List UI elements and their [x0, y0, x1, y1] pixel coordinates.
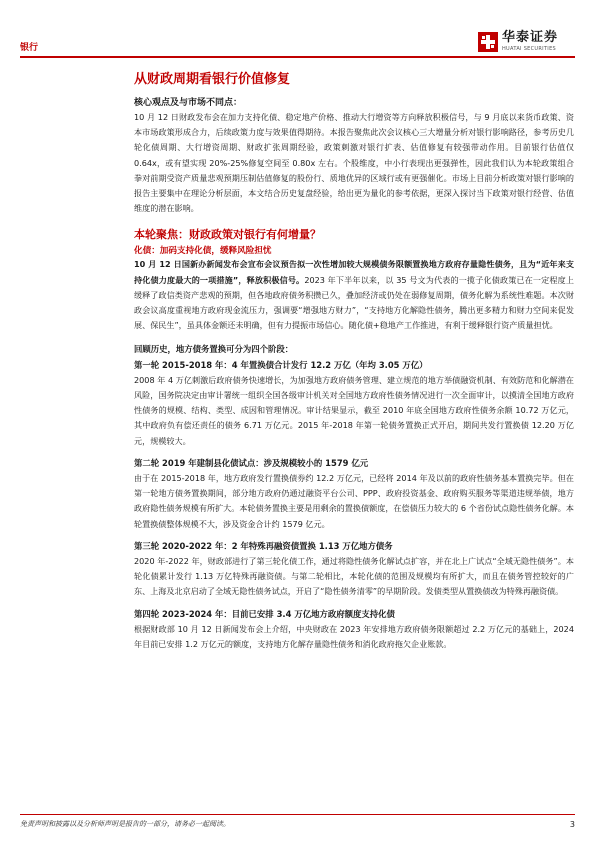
header-divider — [20, 56, 575, 58]
main-content — [134, 64, 574, 652]
round-2-heading: 第二轮 2019 年建制县化债试点：涉及规模较小的 1579 亿元 — [134, 457, 369, 468]
footer-divider — [20, 814, 575, 815]
section-subheading: 化债：加码支持化债，缓释风险担忧 — [134, 246, 272, 257]
report-title: 从财政周期看银行价值修复 — [134, 72, 291, 87]
intro-body-text: 2023 年下半年以来，以 35 号文为代表的一揽子化债政策已在一定程度上缓释了政信类资产悲观的预期，但各地政府债务积攒已久，叠加经济或仍处在弱修复周期，债务化解为系统性难题。本次财政会议高度重视地方政府现金流压力，强调要“增强地方财力”，“支持地方化解隐性债务，腾出更多精力和财力空间来促发展、保民生”，虽具体金额还未明确，但有力提振市场信心。随化债+稳地产工作推进，有利于缓释银行资产质量担忧。 — [134, 274, 574, 331]
logo-name-en: HUATAI SECURITIES — [502, 46, 556, 52]
page-footer — [20, 814, 575, 829]
section-heading: 本轮聚焦：财政政策对银行有何增量？ — [134, 228, 321, 242]
round-3-heading: 第三轮 2020-2022 年：2 年特殊再融资债置换 1.13 万亿地方债务 — [134, 540, 393, 551]
page-header — [0, 0, 595, 60]
huatai-logo — [478, 30, 558, 53]
sector-label: 银行 — [20, 43, 39, 53]
key-points-body: 10 月 12 日财政发布会在加力支持化债、稳定地产价格、推动大行增资等方向释放积极信号，与 9 月底以来货币政策、资本市场政策形成合力，后续政策力度与效果值得期待。本报告聚焦此次会议核心三大增量分析对银行影响路径，参考历史几轮化债周期、大行增资周期、财政扩张周期经验，政策刺激对银行扩表、估值修复有较强带动作用。目前银行估值仅 0.64x，或有望实现 20%-25%修复空间至 0.80x 左右。个股维度，中小行表现出更强弹性，因此我们认为本轮政策组合拳对前期受资产质量悲观预期压制估值修复的股份行、质地优异的区域行或有更强催化。市场上目前分析政策对银行影响的报告主要集中在理论分析层面，本文结合历史复盘经验，给出更为量化的参考依据，更深入探讨当下政策对银行经营、估值维度的潜在影响。 — [134, 112, 574, 214]
disclaimer-text: 免责声明和披露以及分析师声明是报告的一部分，请务必一起阅读。 — [20, 820, 230, 828]
key-points-heading: 核心观点及与市场不同点： — [134, 98, 243, 108]
page-number: 3 — [569, 819, 575, 829]
intro-bold-text: 10 月 12 日国新办新闻发布会宣布会议预告拟一次性增加较大规模债务限额置换地方政府存量隐性债务，且为“近年来支持化债力度最大的一项措施”，释放积极信号。 — [134, 259, 574, 285]
section-intro-paragraph — [134, 257, 574, 333]
round-4-heading: 第四轮 2023-2024 年：目前已安排 3.4 万亿地方政府额度支持化债 — [134, 608, 395, 619]
huatai-logo-icon — [478, 32, 498, 52]
round-4-body: 根据财政部 10 月 12 日新闻发布会上介绍，中央财政在 2023 年安排地方政府债务限额超过 2.2 万亿元的基础上，2024 年目前已安排 1.2 万亿元的额度，支持地方化解存量隐性债务和消化政府拖欠企业账款。 — [134, 623, 574, 650]
logo-name-cn: 华泰证券 — [502, 30, 559, 45]
round-1-heading: 第一轮 2015-2018 年：4 年置换债合计发行 12.2 万亿（年均 3.05 万亿） — [134, 359, 428, 370]
round-3-body: 2020 年-2022 年，财政部进行了第三轮化债工作，通过将隐性债务化解试点扩容，并在北上广试点“全域无隐性债务”。本轮化债累计发行 1.13 万亿特殊再融资债。与第二轮相比，本轮化债的范围及规模均有所扩大，而且在债务管控较好的广东、上海及北京启动了全域无隐性债务试点，开启了“隐性债务清零”的早期阶段。发债类型从置换债改为特殊再融资债。 — [134, 556, 574, 597]
round-1-body: 2008 年 4 万亿刺激后政府债务快速增长，为加强地方政府债务管理、建立规范的地方举债融资机制、有效防范和化解潜在风险，国务院决定由审计署统一组织全国各级审计机关对全国地方政府性债务情况进行一次全面审计，以摸清全国地方政府性债务的规模、结构、类型、成因和管理情况。审计结果显示，截至 2010 年底全国地方政府性债务余额 10.72 万亿元，其中政府负有偿还责任的债务 6.71 万亿元。2015 年-2018 年第一轮债务置换正式开启，期间共发行置换债 12.20 万亿元，规模较大。 — [134, 374, 574, 446]
round-2-body: 由于在 2015-2018 年，地方政府发行置换债券约 12.2 万亿元，已经将 2014 年及以前的政府性债务基本置换完毕。但在第一轮地方债务置换期间，部分地方政府仍通过融资平台公司、PPP、政府投资基金、政府购买服务等渠道违规举债，地方政府隐性债务规模有所扩大。本轮债务置换主要是用剩余的置换债额度，在偿债压力较大的 6 个省份试点隐性债务化解。本轮置换债整体规模不大，涉及资金合计约 1579 亿元。 — [134, 473, 574, 529]
history-heading: 回顾历史，地方债务置换可分为四个阶段： — [134, 344, 294, 355]
